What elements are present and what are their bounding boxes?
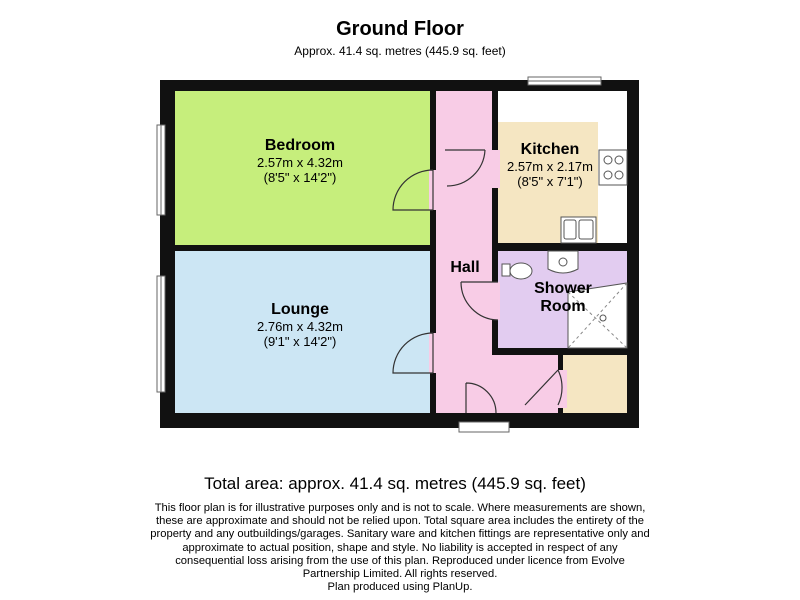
bedroom-label — [230, 137, 370, 185]
hob — [599, 150, 627, 185]
disclaimer-line: Partnership Limited. All rights reserved. — [302, 568, 498, 581]
hall-lower-area — [436, 355, 558, 413]
lounge-name: Lounge — [271, 301, 329, 318]
disclaimer-line: Plan produced using PlanUp. — [327, 581, 473, 594]
bedroom-metric: 2.57m x 4.32m — [257, 155, 343, 170]
shower-name-line2: Room — [540, 298, 586, 315]
page-title: Ground Floor — [336, 18, 464, 40]
disclaimer-line: property and any outbuildings/garages. Sanitary ware and kitchen fittings are representative only and — [150, 528, 650, 541]
kitchen-imperial: (8'5" x 7'1") — [517, 174, 583, 189]
toilet — [502, 264, 510, 276]
shower-door-gap — [490, 282, 500, 320]
lounge-imperial: (9'1" x 14'2") — [263, 334, 337, 349]
kitchen-metric: 2.57m x 2.17m — [507, 159, 593, 174]
shower-name-line1: Shower — [534, 280, 592, 297]
bedroom-name: Bedroom — [264, 137, 336, 154]
lounge-metric: 2.76m x 4.32m — [257, 319, 343, 334]
hall-name: Hall — [450, 259, 480, 276]
total-area: Total area: approx. 41.4 sq. metres (445.9 sq. feet) — [204, 474, 586, 493]
cupboard-area — [563, 355, 627, 413]
disclaimer-line: approximate to actual position, shape and style. No liability is accepted in respect of any — [182, 541, 618, 554]
bedroom-imperial: (8'5" x 14'2") — [263, 170, 337, 185]
kitchen-label — [500, 141, 600, 189]
page-subtitle: Approx. 41.4 sq. metres (445.9 sq. feet) — [294, 44, 506, 58]
kitchen-name: Kitchen — [520, 141, 580, 158]
disclaimer — [120, 502, 680, 594]
disclaimer-line: consequential loss arising from the use of this plan. Reproduced under licence from Evolve — [175, 554, 625, 567]
kitchen-door-gap — [490, 150, 500, 188]
shower-room-label — [523, 280, 603, 316]
hall-label — [440, 259, 490, 277]
disclaimer-line: these are approximate and should not be relied upon. Total square area includes the entirety of the — [155, 515, 644, 528]
disclaimer-line: This floor plan is for illustrative purposes only and is not to scale. Where measurements are shown, — [154, 502, 646, 514]
lounge-label — [225, 301, 375, 349]
entrance-door-opening — [459, 422, 509, 432]
